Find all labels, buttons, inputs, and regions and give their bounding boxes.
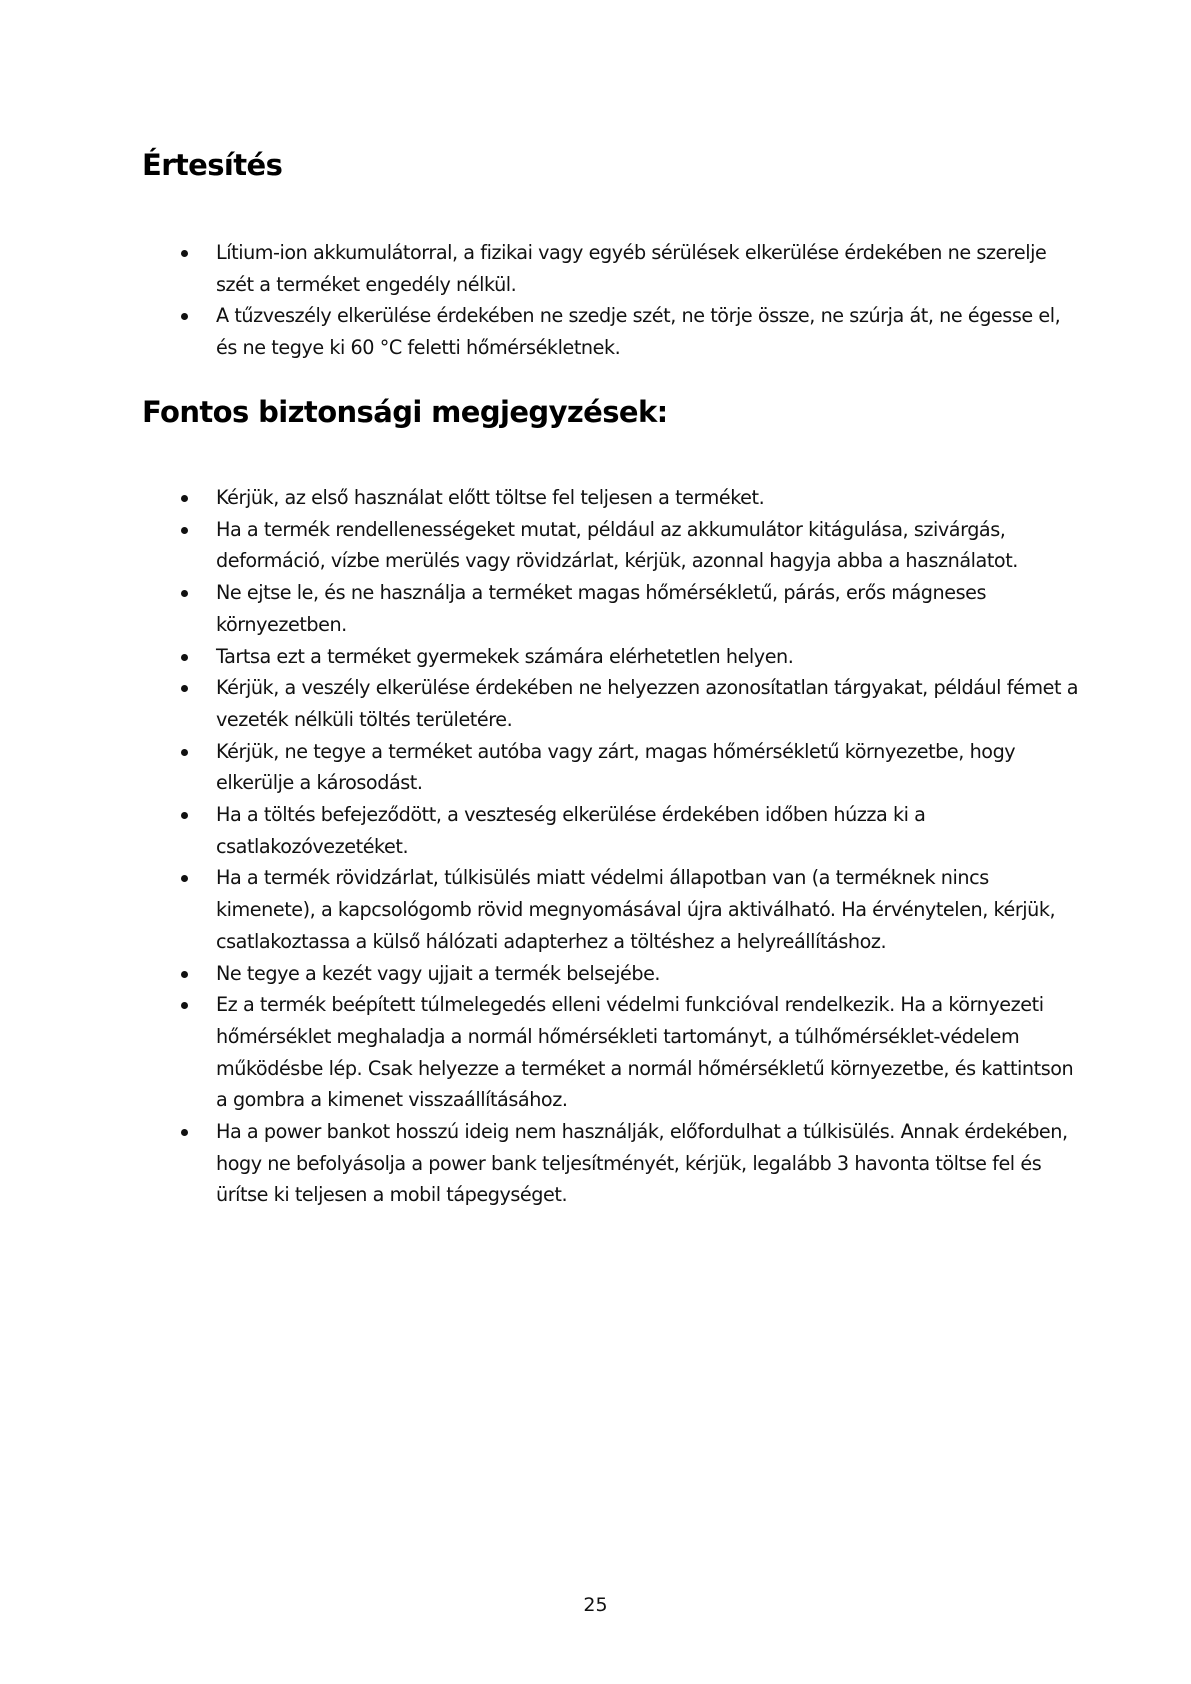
list-item: [142, 799, 1082, 862]
list-item-text: Ez a termék beépített túlmelegedés elleni védelmi funkcióval rendelkezik. Ha a környezeti hőmérséklet meghaladja a normál hőmérsékleti tartományt, a túlhőmérséklet-védelem működésbe lép. Csak helyezze a terméket a normál hőmérsékletű környezetbe, és kattintson a gombra a kimenet visszaállításához.: [216, 993, 1074, 1112]
list-item-text: Kérjük, a veszély elkerülése érdekében ne helyezzen azonosítatlan tárgyakat, például fémet a vezeték nélküli töltés területére.: [216, 676, 1079, 731]
list-item-text: A tűzveszély elkerülése érdekében ne szedje szét, ne törje össze, ne szúrja át, ne égesse el, és ne tegye ki 60 °C feletti hőmérsékletnek.: [216, 304, 1061, 360]
list-item: [142, 862, 1082, 957]
bullet-icon: [181, 875, 188, 882]
list-item: [142, 482, 1082, 514]
bullet-icon: [181, 1002, 188, 1009]
bullet-icon: [181, 654, 188, 661]
safety-notes-list: [142, 482, 1082, 1211]
list-item: [142, 1116, 1082, 1211]
list-item: [142, 641, 1082, 673]
list-item-text: Ha a töltés befejeződött, a veszteség elkerülése érdekében időben húzza ki a csatlakozóvezetéket.: [216, 803, 926, 858]
list-item-text: Ha a termék rövidzárlat, túlkisülés miatt védelmi állapotban van (a terméknek nincs kimenete), a kapcsológomb rövid megnyomásával újra aktiválható. Ha érvénytelen, kérjük, csatlakoztassa a külső hálózati adapterhez a töltéshez a helyreállításhoz.: [216, 866, 1056, 953]
list-item-text: Kérjük, az első használat előtt töltse fel teljesen a terméket.: [216, 486, 765, 509]
bullet-icon: [181, 495, 188, 502]
bullet-icon: [181, 749, 188, 756]
list-item: [142, 577, 1082, 640]
section-heading-safety-notes: Fontos biztonsági megjegyzések:: [142, 395, 668, 429]
notice-list: [142, 237, 1082, 364]
bullet-icon: [181, 313, 188, 320]
list-item: [142, 736, 1082, 799]
bullet-icon: [181, 527, 188, 534]
list-item: [142, 514, 1082, 577]
list-item-text: Ha a power bankot hosszú ideig nem használják, előfordulhat a túlkisülés. Annak érdekében, hogy ne befolyásolja a power bank teljesítményét, kérjük, legalább 3 havonta töltse fel és ürítse ki teljesen a mobil tápegységet.: [216, 1120, 1068, 1207]
bullet-icon: [181, 1129, 188, 1136]
list-item-text: Ne tegye a kezét vagy ujjait a termék belsejébe.: [216, 961, 661, 985]
bullet-icon: [181, 812, 188, 819]
list-item-text: Ne ejtse le, és ne használja a terméket magas hőmérsékletű, párás, erős mágneses környezetben.: [216, 581, 987, 636]
list-item-text: Tartsa ezt a terméket gyermekek számára elérhetetlen helyen.: [216, 644, 794, 668]
list-item: [142, 989, 1082, 1116]
list-item: [142, 300, 1082, 363]
list-item: [142, 672, 1082, 735]
page-number: 25: [583, 1594, 608, 1616]
list-item: [142, 237, 1082, 300]
list-item-text: Kérjük, ne tegye a terméket autóba vagy zárt, magas hőmérsékletű környezetbe, hogy elkerülje a károsodást.: [216, 739, 1016, 795]
section-heading-notice: Értesítés: [142, 148, 283, 182]
bullet-icon: [181, 250, 188, 257]
bullet-icon: [181, 590, 188, 597]
bullet-icon: [181, 685, 188, 692]
list-item: [142, 958, 1082, 990]
bullet-icon: [181, 971, 188, 978]
list-item-text: Ha a termék rendellenességeket mutat, például az akkumulátor kitágulása, szivárgás, deformáció, vízbe merülés vagy rövidzárlat, kérjük, azonnal hagyja abba a használatot.: [216, 517, 1018, 573]
list-item-text: Lítium-ion akkumulátorral, a fizikai vagy egyéb sérülések elkerülése érdekében ne szerelje szét a terméket engedély nélkül.: [216, 241, 1047, 296]
